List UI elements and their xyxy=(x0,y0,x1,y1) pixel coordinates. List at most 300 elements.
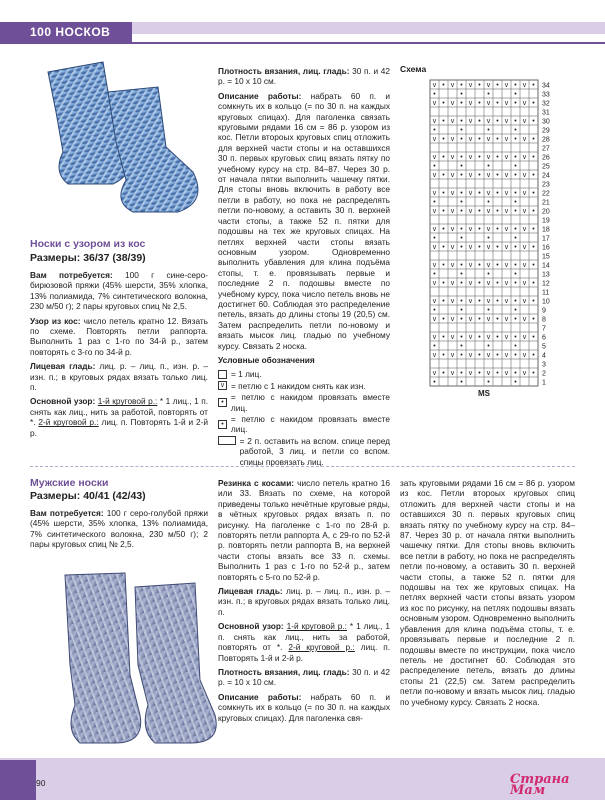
chart-row-number: 24 xyxy=(542,172,550,180)
svg-text:v: v xyxy=(450,172,455,179)
svg-text:v: v xyxy=(432,172,437,179)
svg-text:•: • xyxy=(442,352,445,359)
svg-text:v: v xyxy=(522,82,527,89)
svg-text:v: v xyxy=(432,190,437,197)
section-divider xyxy=(30,466,575,467)
main-row2-text: лиц. п. Повторять 1-й и 2-й р. xyxy=(30,417,209,438)
svg-text:v: v xyxy=(450,190,455,197)
svg-text:v: v xyxy=(450,118,455,125)
svg-text:•: • xyxy=(433,127,436,134)
gauge-label: Плотность вязания, лиц. гладь: xyxy=(218,666,350,677)
chart-row-number: 28 xyxy=(542,136,550,144)
chart-row-number: 1 xyxy=(542,379,546,387)
stockinette-label: Лицевая гладь: xyxy=(218,586,283,597)
svg-text:v: v xyxy=(432,82,437,89)
svg-text:•: • xyxy=(460,262,463,269)
svg-text:v: v xyxy=(504,82,509,89)
stockinette-text: лиц. р. – лиц. п., изн. р. – изн. п.; в круговых рядах вязать только лиц. п. xyxy=(218,586,391,617)
svg-text:v: v xyxy=(504,118,509,125)
svg-text:•: • xyxy=(442,226,445,233)
chart-row-number: 31 xyxy=(542,109,550,117)
svg-text:•: • xyxy=(514,127,517,134)
svg-text:v: v xyxy=(468,262,473,269)
legend-text: = петлю с накидом провязать вместе лиц. xyxy=(230,392,390,413)
braid-text: число петель кратно 12. Вязать по схеме. Повторять петли раппорта. Выполнить 1 раз с 1-го по 34-й р., затем повторять с 3-го по 34-й р. xyxy=(30,315,208,357)
svg-text:v: v xyxy=(486,316,491,323)
svg-text:•: • xyxy=(532,100,535,107)
svg-text:v: v xyxy=(450,334,455,341)
svg-text:v: v xyxy=(468,334,473,341)
braid-label: Узор из кос: xyxy=(30,315,81,326)
svg-text:v: v xyxy=(468,352,473,359)
svg-text:v: v xyxy=(504,208,509,215)
main-row1-label: 1-й круговой р.: xyxy=(286,621,347,632)
svg-text:•: • xyxy=(478,316,481,323)
chart-row-number: 21 xyxy=(542,199,550,207)
svg-text:•: • xyxy=(442,316,445,323)
svg-text:v: v xyxy=(468,136,473,143)
svg-text:•: • xyxy=(460,127,463,134)
svg-text:•: • xyxy=(442,298,445,305)
svg-text:•: • xyxy=(460,136,463,143)
slip-symbol-icon: v xyxy=(218,381,227,390)
svg-text:•: • xyxy=(514,379,517,386)
svg-text:•: • xyxy=(514,190,517,197)
svg-text:•: • xyxy=(460,163,463,170)
svg-text:v: v xyxy=(468,244,473,251)
svg-text:•: • xyxy=(460,298,463,305)
svg-text:v: v xyxy=(522,370,527,377)
svg-text:v: v xyxy=(468,280,473,287)
svg-text:•: • xyxy=(532,118,535,125)
svg-text:v: v xyxy=(522,154,527,161)
svg-text:•: • xyxy=(496,226,499,233)
svg-text:•: • xyxy=(460,271,463,278)
main-row1-text: * 1 лиц., 1 п. снять как лиц., нить за работой, повторять от *. xyxy=(218,621,390,653)
svg-text:v: v xyxy=(504,352,509,359)
svg-text:•: • xyxy=(532,262,535,269)
svg-text:•: • xyxy=(532,208,535,215)
svg-text:•: • xyxy=(478,280,481,287)
svg-text:v: v xyxy=(432,316,437,323)
svg-text:v: v xyxy=(504,298,509,305)
svg-text:v: v xyxy=(468,154,473,161)
svg-text:•: • xyxy=(478,370,481,377)
svg-text:•: • xyxy=(487,127,490,134)
pattern1-title: Носки с узором из кос xyxy=(30,238,146,250)
svg-text:•: • xyxy=(532,298,535,305)
svg-text:v: v xyxy=(468,82,473,89)
stockinette-text: лиц. р. – лиц. п., изн. р. – изн. п.; в круговых рядах вязать только лиц. п. xyxy=(30,361,208,393)
svg-text:v: v xyxy=(522,244,527,251)
legend-item-knit-together-2 xyxy=(218,414,390,435)
chart-row-number: 2 xyxy=(542,370,546,378)
svg-text:•: • xyxy=(478,118,481,125)
svg-text:v: v xyxy=(522,262,527,269)
svg-text:•: • xyxy=(478,262,481,269)
legend-text: = петлю с 1 накидом снять как изн. xyxy=(231,380,366,391)
svg-text:v: v xyxy=(522,226,527,233)
svg-text:•: • xyxy=(433,343,436,350)
svg-text:•: • xyxy=(532,154,535,161)
materials-label: Вам потребуется: xyxy=(30,508,104,518)
svg-text:•: • xyxy=(442,154,445,161)
svg-text:v: v xyxy=(504,280,509,287)
svg-text:•: • xyxy=(460,82,463,89)
svg-text:v: v xyxy=(486,262,491,269)
dot-symbol-icon: • xyxy=(218,420,227,429)
svg-text:•: • xyxy=(460,334,463,341)
svg-text:v: v xyxy=(450,316,455,323)
svg-text:•: • xyxy=(478,136,481,143)
chart-row-number: 16 xyxy=(542,244,550,252)
dot-symbol-icon: • xyxy=(218,398,227,407)
svg-text:v: v xyxy=(432,334,437,341)
svg-text:•: • xyxy=(532,190,535,197)
svg-text:•: • xyxy=(496,352,499,359)
chart-row-number: 17 xyxy=(542,235,550,243)
svg-text:•: • xyxy=(514,172,517,179)
svg-text:•: • xyxy=(514,82,517,89)
main-row1-text: * 1 лиц., 1 п. снять как лиц., нить за работой, повторять от *. xyxy=(30,396,208,428)
svg-text:•: • xyxy=(478,100,481,107)
svg-text:•: • xyxy=(478,352,481,359)
chart-row-number: 15 xyxy=(542,253,550,261)
svg-text:•: • xyxy=(487,307,490,314)
svg-text:•: • xyxy=(532,226,535,233)
svg-text:v: v xyxy=(504,172,509,179)
svg-text:v: v xyxy=(486,370,491,377)
svg-text:•: • xyxy=(532,82,535,89)
svg-text:•: • xyxy=(442,82,445,89)
svg-text:•: • xyxy=(514,136,517,143)
svg-text:•: • xyxy=(496,262,499,269)
svg-text:v: v xyxy=(450,100,455,107)
svg-text:v: v xyxy=(468,208,473,215)
svg-text:•: • xyxy=(496,100,499,107)
chart-row-number: 27 xyxy=(542,145,550,153)
svg-text:v: v xyxy=(522,352,527,359)
chart-row-number: 26 xyxy=(542,154,550,162)
socks-photo-1 xyxy=(8,52,213,228)
svg-text:•: • xyxy=(460,370,463,377)
chart-row-number: 8 xyxy=(542,316,546,324)
pattern2-title: Мужские носки xyxy=(30,477,109,489)
svg-text:•: • xyxy=(460,226,463,233)
svg-text:•: • xyxy=(514,307,517,314)
svg-text:•: • xyxy=(460,316,463,323)
svg-text:v: v xyxy=(522,208,527,215)
svg-text:•: • xyxy=(514,280,517,287)
svg-text:v: v xyxy=(486,172,491,179)
svg-text:•: • xyxy=(496,118,499,125)
svg-text:•: • xyxy=(496,244,499,251)
svg-text:•: • xyxy=(487,199,490,206)
svg-text:•: • xyxy=(442,208,445,215)
svg-text:•: • xyxy=(532,352,535,359)
svg-text:•: • xyxy=(514,298,517,305)
pattern1-middle-column xyxy=(218,66,390,468)
svg-text:v: v xyxy=(486,208,491,215)
watermark-logo: Страна Мам xyxy=(510,772,570,798)
svg-text:v: v xyxy=(468,316,473,323)
svg-text:v: v xyxy=(486,190,491,197)
svg-text:v: v xyxy=(450,82,455,89)
chart-row-number: 5 xyxy=(542,343,546,351)
svg-text:•: • xyxy=(433,271,436,278)
svg-text:v: v xyxy=(486,334,491,341)
pattern2-sizes: Размеры: 40/41 (42/43) xyxy=(30,490,146,502)
chart-row-number: 3 xyxy=(542,361,546,369)
svg-text:•: • xyxy=(496,334,499,341)
svg-text:•: • xyxy=(460,172,463,179)
svg-text:•: • xyxy=(460,91,463,98)
svg-text:•: • xyxy=(433,91,436,98)
svg-text:•: • xyxy=(460,199,463,206)
svg-text:•: • xyxy=(532,136,535,143)
knit-symbol-icon xyxy=(218,370,227,379)
chart-row-number: 34 xyxy=(542,82,550,90)
svg-text:•: • xyxy=(496,280,499,287)
legend-item-cable xyxy=(218,436,390,467)
svg-text:•: • xyxy=(478,226,481,233)
svg-text:v: v xyxy=(486,82,491,89)
svg-text:v: v xyxy=(450,136,455,143)
svg-text:•: • xyxy=(433,235,436,242)
svg-text:•: • xyxy=(487,379,490,386)
description-text: набрать 60 п. и сомкнуть их в кольцо (= по 30 п. на каждых круговых спицах). Для паголенка свя- xyxy=(218,691,390,723)
gauge-text: 30 п. и 42 р. = 10 х 10 см. xyxy=(218,666,390,688)
svg-text:v: v xyxy=(432,154,437,161)
svg-text:•: • xyxy=(514,352,517,359)
svg-text:•: • xyxy=(478,244,481,251)
svg-text:•: • xyxy=(442,370,445,377)
svg-text:•: • xyxy=(460,352,463,359)
chart-row-number: 22 xyxy=(542,190,550,198)
svg-text:v: v xyxy=(432,226,437,233)
svg-text:v: v xyxy=(522,100,527,107)
pattern1-left-column xyxy=(30,270,208,442)
svg-text:•: • xyxy=(532,370,535,377)
svg-text:•: • xyxy=(496,136,499,143)
svg-text:•: • xyxy=(496,154,499,161)
description-text: набрать 60 п. и сомкнуть их в кольцо (= по 30 п. на каждых круговых спицах). Для паголенка связать круговыми рядами 16 см = 86 р. узором из кос. Петли второых круговых спиц отложить для верхней части стопы и на оставшихся 30 п. первых круговых спиц вязать пятку по учебному курсу на стр. 84–87. Через 30 р. от начала пятки выполнить чашечку пятки. Для стопы вновь включить в работу все петли в работу, но пока не распределять петли по-новому, а оставить 30 п. верхней части стопы, а также 52 п. пятки для подошвы на тех же круговых спицах. На петлях верхней части стопы вязать основным узором. Одновременно выполнить убавления для клина подъёма стопы, т. е. провязывать первые и последние 2 п. подошвы вместе по учебному курсу, пока число петель вновь не достигнет 60. Соблюдая это распределение петель, вязать до длины стопы 19 (20,5) см. Затем распределить петли по-новому и вязать мысок лиц. гладью по учебному курсу. Связать 2 носка. xyxy=(218,90,390,351)
svg-text:v: v xyxy=(468,370,473,377)
svg-text:v: v xyxy=(468,298,473,305)
svg-text:v: v xyxy=(450,226,455,233)
svg-text:•: • xyxy=(433,307,436,314)
svg-text:•: • xyxy=(460,100,463,107)
svg-text:•: • xyxy=(496,172,499,179)
svg-text:•: • xyxy=(460,307,463,314)
svg-text:v: v xyxy=(504,316,509,323)
svg-text:v: v xyxy=(486,298,491,305)
svg-text:v: v xyxy=(432,298,437,305)
svg-text:•: • xyxy=(460,154,463,161)
svg-text:•: • xyxy=(460,244,463,251)
svg-text:•: • xyxy=(514,235,517,242)
svg-text:v: v xyxy=(504,100,509,107)
chart-row-number: 14 xyxy=(542,262,550,270)
svg-text:v: v xyxy=(486,136,491,143)
svg-text:v: v xyxy=(486,100,491,107)
chart-row-number: 20 xyxy=(542,208,550,216)
svg-text:v: v xyxy=(468,226,473,233)
chart-row-number: 11 xyxy=(542,289,550,297)
svg-text:v: v xyxy=(504,154,509,161)
svg-text:•: • xyxy=(532,334,535,341)
footer-strip xyxy=(0,760,36,800)
svg-text:v: v xyxy=(468,190,473,197)
svg-text:•: • xyxy=(433,163,436,170)
gauge-text: 30 п. и 42 р. = 10 х 10 см. xyxy=(218,66,390,87)
svg-text:•: • xyxy=(532,172,535,179)
svg-text:•: • xyxy=(514,100,517,107)
svg-text:v: v xyxy=(486,154,491,161)
svg-text:v: v xyxy=(432,244,437,251)
svg-text:•: • xyxy=(514,316,517,323)
main-pattern-label: Основной узор: xyxy=(218,621,284,632)
legend-item-slip xyxy=(218,381,390,391)
legend-text: = петлю с накидом провязать вместе лиц. xyxy=(230,414,390,435)
svg-text:v: v xyxy=(504,370,509,377)
svg-text:•: • xyxy=(433,379,436,386)
svg-text:•: • xyxy=(487,91,490,98)
svg-text:•: • xyxy=(514,370,517,377)
section-badge: 100 НОСКОВ xyxy=(0,22,132,42)
svg-text:•: • xyxy=(442,136,445,143)
svg-text:•: • xyxy=(514,199,517,206)
svg-text:v: v xyxy=(432,100,437,107)
svg-text:•: • xyxy=(442,244,445,251)
svg-text:•: • xyxy=(496,298,499,305)
svg-text:v: v xyxy=(450,154,455,161)
svg-text:•: • xyxy=(442,280,445,287)
materials-text: 100 г серо-голубой пряжи (45% шерсти, 35% хлопка, 13% полиамида, 7% синтетического волокна, 230 м/50 г); 2 пары круговых спиц № 2,5. xyxy=(30,508,208,550)
page-number: 90 xyxy=(36,778,46,788)
chart-row-number: 33 xyxy=(542,91,550,99)
legend-item-knit-together xyxy=(218,392,390,413)
legend-text: = 1 лиц. xyxy=(231,369,262,380)
description-label: Описание работы: xyxy=(218,691,302,702)
chart-row-number: 19 xyxy=(542,217,550,225)
svg-text:v: v xyxy=(468,118,473,125)
svg-text:•: • xyxy=(442,334,445,341)
svg-text:•: • xyxy=(478,298,481,305)
svg-text:v: v xyxy=(504,136,509,143)
chart-row-number: 10 xyxy=(542,298,550,306)
chart-row-number: 29 xyxy=(542,127,550,135)
svg-text:•: • xyxy=(514,271,517,278)
svg-text:•: • xyxy=(442,262,445,269)
svg-text:•: • xyxy=(496,208,499,215)
svg-text:v: v xyxy=(450,370,455,377)
chart-row-number: 4 xyxy=(542,352,546,360)
svg-text:v: v xyxy=(432,262,437,269)
svg-text:v: v xyxy=(522,118,527,125)
svg-text:•: • xyxy=(532,280,535,287)
svg-text:v: v xyxy=(522,172,527,179)
svg-text:•: • xyxy=(478,172,481,179)
svg-text:v: v xyxy=(450,298,455,305)
svg-text:•: • xyxy=(433,199,436,206)
svg-text:v: v xyxy=(486,244,491,251)
svg-text:•: • xyxy=(514,262,517,269)
svg-text:v: v xyxy=(504,226,509,233)
svg-text:v: v xyxy=(468,100,473,107)
svg-text:•: • xyxy=(442,118,445,125)
main-row2-text: лиц. п. Повторять 1-й и 2-й р. xyxy=(218,642,390,663)
svg-text:v: v xyxy=(486,352,491,359)
svg-text:•: • xyxy=(478,82,481,89)
main-row2-label: 2-й круговой р.: xyxy=(38,417,99,428)
svg-text:•: • xyxy=(478,334,481,341)
materials-label: Вам потребуется: xyxy=(30,270,113,280)
svg-text:v: v xyxy=(432,208,437,215)
description-label: Описание работы: xyxy=(218,90,302,101)
svg-text:•: • xyxy=(514,91,517,98)
rib-label: Резинка с косами: xyxy=(218,478,295,488)
svg-text:•: • xyxy=(442,190,445,197)
svg-text:•: • xyxy=(478,154,481,161)
chart-row-number: 6 xyxy=(542,334,546,342)
gauge-label: Плотность вязания, лиц. гладь: xyxy=(218,66,350,76)
svg-text:•: • xyxy=(532,244,535,251)
svg-text:•: • xyxy=(460,343,463,350)
svg-text:•: • xyxy=(532,316,535,323)
svg-text:•: • xyxy=(514,226,517,233)
svg-text:•: • xyxy=(496,316,499,323)
svg-text:•: • xyxy=(442,172,445,179)
svg-text:•: • xyxy=(460,379,463,386)
svg-text:v: v xyxy=(450,244,455,251)
chart-row-number: 30 xyxy=(542,118,550,126)
svg-text:v: v xyxy=(468,172,473,179)
svg-text:•: • xyxy=(496,190,499,197)
chart-row-number: 18 xyxy=(542,226,550,234)
pattern2-right-column xyxy=(400,478,575,711)
main-row1-label: 1-й круговой р.: xyxy=(97,396,158,407)
svg-text:•: • xyxy=(478,190,481,197)
svg-text:•: • xyxy=(496,82,499,89)
description-continued: зать круговыми рядами 16 см = 86 р. узором из кос. Петли второых круговых спиц отложить для верхней части стопы и на оставшихся 30 п. первых круговых спиц вязать пятку по учебному курсу на стр. 84–87. Через 30 р. от начала пятки выполнить чашечку пятки. Для стопы вновь включить все петли в работу, но пока не распределять петли по-новому, а оставить 30 п. верхней части стопы, а также 52 п. пятки для подошвы на тех же круговых спицах. На петлях верхней части стопы вязать узором из кос по рисунку, на петлях подошвы вязать основным узором. Одновременно выполнить убавления для клина подъёма стопы, т. е. провязывать первые и последние 2 п. подошвы вместе по инструкции, пока число петель не достигнет 60. Соблюдая это распределение петель, вязать до длины стопы 21 (22,5) см. Затем распределить петли по-новому и вязать мысок лиц. гладью по учебному курсу. Связать 2 носка. xyxy=(400,478,575,707)
svg-text:v: v xyxy=(522,190,527,197)
svg-text:•: • xyxy=(514,343,517,350)
chart-row-number: 25 xyxy=(542,163,550,171)
svg-text:•: • xyxy=(514,118,517,125)
svg-text:•: • xyxy=(487,163,490,170)
knitting-chart xyxy=(428,78,564,388)
svg-text:v: v xyxy=(504,190,509,197)
chart-row-number: 12 xyxy=(542,280,550,288)
svg-text:v: v xyxy=(450,352,455,359)
svg-text:v: v xyxy=(432,352,437,359)
svg-text:v: v xyxy=(486,226,491,233)
svg-text:•: • xyxy=(460,190,463,197)
svg-text:v: v xyxy=(522,136,527,143)
pattern1-sizes: Размеры: 36/37 (38/39) xyxy=(30,252,146,264)
main-row2-label: 2-й круговой р.: xyxy=(288,642,355,653)
svg-text:•: • xyxy=(487,343,490,350)
svg-text:•: • xyxy=(442,100,445,107)
svg-text:v: v xyxy=(522,298,527,305)
chart-title: Схема xyxy=(400,64,427,74)
svg-text:v: v xyxy=(450,280,455,287)
legend-title: Условные обозначения xyxy=(218,354,315,365)
rib-text: число петель кратно 16 или 33. Вязать по схеме, на которой приведены только нечётные круговые ряды, в чётных круговых рядах вязать п. по рисунку. На паголенке с 1-го по 28-й р. повторять петли раппорта А, с 29-го по 52-й р. повторять петли раппорта В, на верхней части стопы вязать все 33 п. схемы. Выполнить 1 раз с 1-го по 52-й р., затем повторять с 5-го по 52-й р. xyxy=(218,478,390,582)
svg-text:•: • xyxy=(514,163,517,170)
svg-text:v: v xyxy=(450,208,455,215)
